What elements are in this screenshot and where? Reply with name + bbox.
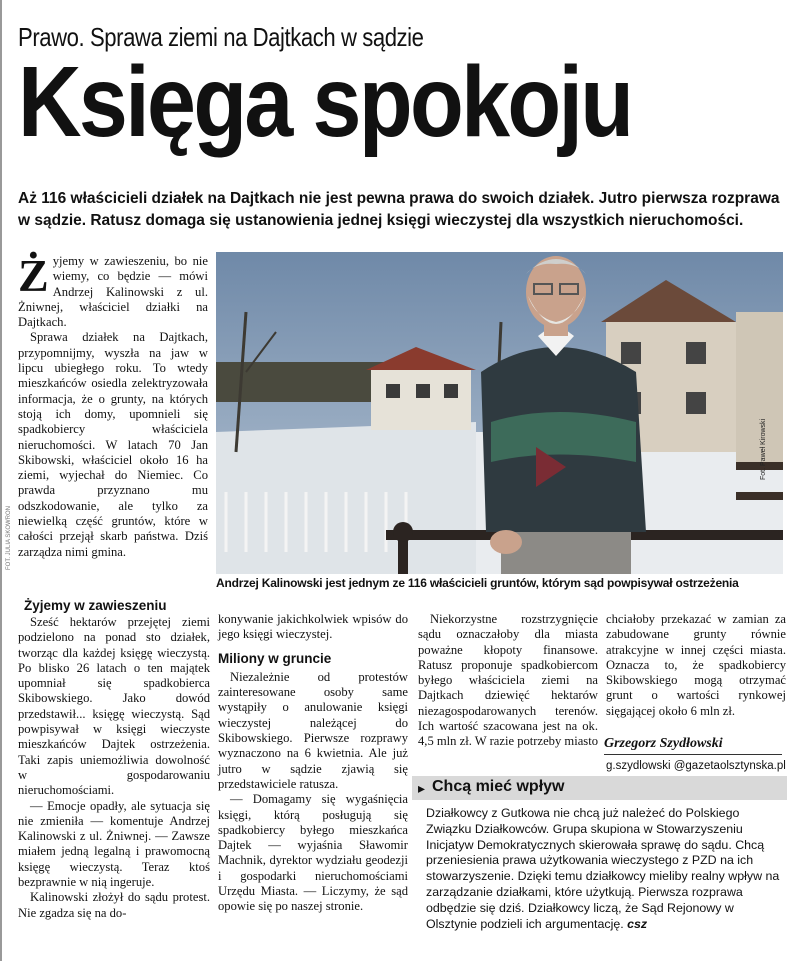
- paragraph: Kalinowski złożył do sądu protest. Nie zgadza się na do-: [18, 890, 210, 920]
- margin-note: FOT. JULIA SKOWRON: [6, 505, 12, 570]
- paragraph: konywanie jakichkolwiek wpisów do jego księgi wieczystej.: [218, 612, 408, 642]
- paragraph: — Emocje opadły, ale sytuacja się nie zmieniła — komentuje Andrzej Kalinowski z ul. Żniwnej. — Zawsze miałem jedną legalną i prawomocną księgę wieczystą. Teraz ktoś bezprawnie w nią ingeruje.: [18, 798, 210, 890]
- article-column-2: [218, 612, 408, 915]
- article-column-1-bottom: [18, 615, 210, 921]
- article-lead: Aż 116 właścicieli działek na Dajtkach nie jest pewna prawa do swoich działek. Jutro pierwsza rozprawa w sądzie. Ratusz domaga się ustanowienia jednej księgi wieczystej dla wszystkich nieruchomości.: [18, 190, 780, 229]
- photo-caption: Andrzej Kalinowski jest jednym ze 116 właścicieli gruntów, którym sąd powpisywał ostrzeżenia: [216, 576, 739, 590]
- sidebar-box-signature: csz: [627, 916, 648, 931]
- author-divider: [604, 754, 782, 755]
- article-column-1-top: [18, 250, 208, 560]
- drop-cap: Ż: [18, 250, 49, 301]
- paragraph: yjemy w zawieszeniu, bo nie wiemy, co będzie — mówi Andrzej Kalinowski z ul. Żniwnej, właściciel działki na Dajtkach.: [18, 254, 208, 330]
- subheading: Miliony w gruncie: [218, 650, 332, 666]
- paragraph: Sześć hektarów przejętej ziemi podzielono na ponad sto działek, tworząc dla każdej księgę wieczystą. Po blisko 26 latach o ten majątek upomniał się spadkobierca Skibowskiego. Jako dowód przedstawił... księgę wieczystą. Sąd powpisywał w księgi wieczyste mieszkańców Dajtek ostrzeżenia. Taki zapis uniemożliwia dowolność w gospodarowaniu nieruchomościami.: [18, 615, 210, 798]
- author-name: Grzegorz Szydłowski: [604, 736, 723, 751]
- sidebar-box-body: [426, 806, 782, 932]
- photo-credit: Fot. Paweł Kirowski: [760, 418, 767, 480]
- paragraph: Niekorzystne rozstrzygnięcie sądu oznaczałoby dla miasta poważne kłopoty finansowe. Ratusz proponuje spadkobiercom byłego właściciela ziemi na Dajtkach dziewięć hektarów niezagospodarowanych terenów. Ich wartość szacowana jest na ok. 4,5 mln zł. W razie potrzeby miasto: [418, 612, 598, 749]
- paragraph: — Domagamy się wygaśnięcia księgi, którą posługują się spadkobiercy byłego mieszkańca Dajtek — wyjaśnia Sławomir Machnik, dyrektor wydziału geodezji i gospodarki nieruchomościami Urzędu Miasta. — Liczymy, że sąd opowie się po naszej stronie.: [218, 792, 408, 914]
- paragraph: Sprawa działek na Dajtkach, przypomnijmy, wyszła na jaw w lipcu ubiegłego roku. To wtedy mieszkańców osiedla zelektryzowała informacja, że o grunty, na których stoją ich domy, upomnieli się spadkobiercy właściciela nieruchomości. W latach 70 Jan Skibowski, właściciel około 16 ha ziemi, wyjechał do Niemiec. Co prawda przyznano mu odszkodowanie, ale tylko za niewielką część gruntów, które w całości przejął skarb państwa. Dziś zarządza nimi gmina.: [18, 330, 208, 559]
- article-column-4: [606, 612, 786, 719]
- article-headline: Księga spokoju: [18, 46, 632, 158]
- article-column-3: [418, 612, 598, 750]
- paragraph: chciałoby przekazać w zamian za zabudowane grunty równie atrakcyjne w innej części miasta. Oznacza to, że spadkobiercy Skibowskiego mogą otrzymać grunt o wartości rynkowej sięgającej około 6 mln zł.: [606, 612, 786, 718]
- article-kicker: Prawo. Sprawa ziemi na Dajtkach w sądzie: [18, 22, 424, 52]
- photo-illustration: [216, 252, 783, 574]
- paragraph: Niezależnie od protestów zainteresowane osoby same wystąpiły o anulowanie księgi wieczystej należącej do Skibowskiego. Pierwsze rozprawy wyznaczono na 6 kwietnia. Ale już jutro w sądzie zjawią się przedstawiciele ratusza.: [218, 669, 408, 791]
- page-edge-line: [0, 0, 2, 961]
- article-photo: [216, 252, 783, 574]
- subheading: Żyjemy w zawieszeniu: [24, 598, 167, 613]
- author-email: g.szydlowski @gazetaolsztynska.pl: [606, 760, 786, 772]
- sidebar-box-text: Działkowcy z Gutkowa nie chcą już należeć do Polskiego Związku Działkowców. Grupa skupiona w Stowarzyszeniu Inicjatyw Demokratycznych skierowała sprawę do sądu. Chcą przeniesienia prawa użytkowania wieczystego z PZD na ich stowarzyszenie. Dzięki temu działkowcy mieliby realny wpływ na zarządzanie działkami, które użytkują. Pierwsza rozprawa odbędzie się dziś. Działkowcy liczą, że Sąd Rejonowy w Olsztynie podzieli ich argumentację.: [426, 806, 780, 931]
- arrow-right-icon: ▸: [418, 780, 426, 796]
- sidebar-box-title: Chcą mieć wpływ: [432, 778, 565, 795]
